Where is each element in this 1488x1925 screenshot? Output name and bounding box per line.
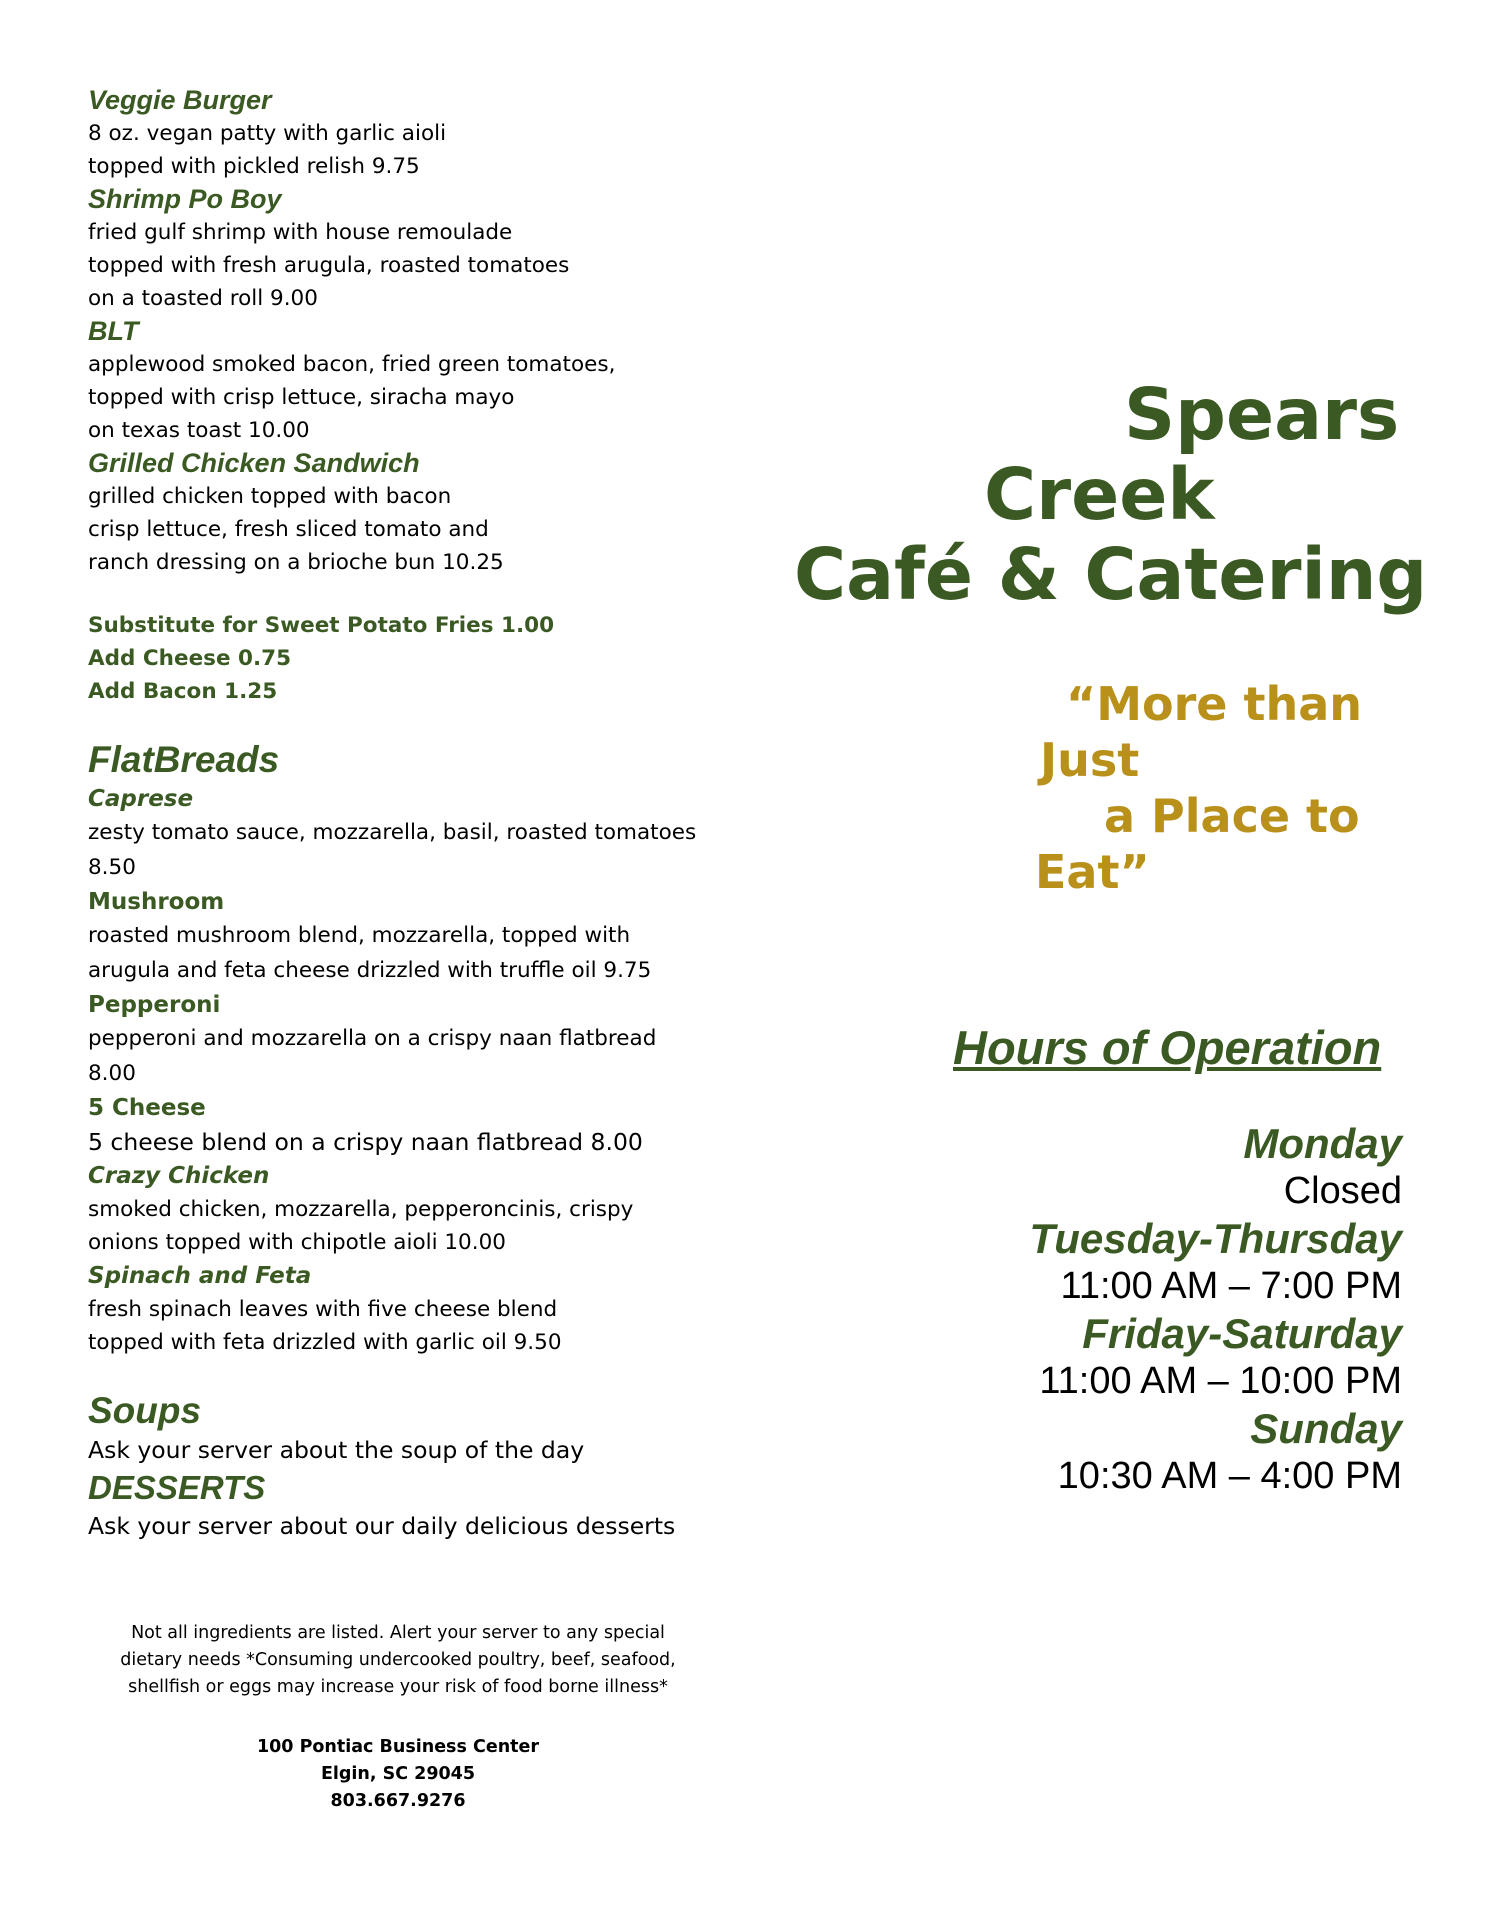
item-name: Crazy Chicken xyxy=(88,1163,270,1189)
hours-day: Tuesday-Thursday xyxy=(1029,1215,1402,1262)
flatbread-item xyxy=(88,988,728,1091)
flatbread-item xyxy=(88,885,728,988)
tagline-line: “More than xyxy=(1066,677,1363,731)
addon-item: Substitute for Sweet Potato Fries 1.00 xyxy=(88,613,555,638)
addon-item: Add Cheese 0.75 xyxy=(88,646,292,671)
desserts-description: Ask your server about our daily delicious desserts xyxy=(88,1512,676,1540)
item-description: 5 cheese blend on a crispy naan flatbread 8.00 xyxy=(88,1128,643,1156)
item-name: Spinach and Feta xyxy=(88,1263,312,1289)
item-description: 8 oz. vegan patty with garlic aioli topped with pickled relish 9.75 xyxy=(88,121,447,179)
sandwich-item xyxy=(88,84,728,183)
flatbread-item xyxy=(88,1259,728,1359)
hours-day: Monday xyxy=(1243,1120,1402,1167)
flatbread-item xyxy=(88,1159,728,1259)
sandwich-item xyxy=(88,183,728,315)
item-name: Shrimp Po Boy xyxy=(88,184,282,214)
hours-heading: Hours of Operation xyxy=(953,1021,1382,1074)
address-line: 100 Pontiac Business Center xyxy=(256,1737,540,1757)
item-name: Mushroom xyxy=(88,889,225,915)
sandwich-item xyxy=(88,447,728,579)
item-name: Veggie Burger xyxy=(88,85,272,115)
address-city: Elgin, SC 29045 xyxy=(320,1764,476,1784)
tagline-line: Just xyxy=(1040,733,1140,787)
desserts-heading: DESSERTS xyxy=(88,1469,266,1506)
item-description: grilled chicken topped with bacon crisp lettuce, fresh sliced tomato and ranch dressing on a brioche bun 10.25 xyxy=(88,484,504,575)
item-name: 5 Cheese xyxy=(88,1095,206,1121)
soups-description: Ask your server about the soup of the day xyxy=(88,1436,585,1464)
item-description: roasted mushroom blend, mozzarella, topped with arugula and feta cheese drizzled with truffle oil 9.75 xyxy=(88,923,652,983)
item-description: zesty tomato sauce, mozzarella, basil, roasted tomatoes 8.50 xyxy=(88,820,697,880)
restaurant-title-line: Creek xyxy=(984,453,1215,536)
item-name: Grilled Chicken Sandwich xyxy=(88,448,420,478)
flatbreads-heading: FlatBreads xyxy=(88,739,280,780)
addons-list xyxy=(88,609,728,708)
restaurant-title-line: Café & Catering xyxy=(794,533,1428,616)
item-description: fried gulf shrimp with house remoulade topped with fresh arugula, roasted tomatoes on a toasted roll 9.00 xyxy=(88,220,570,311)
hours-time: Closed xyxy=(1283,1170,1402,1212)
flatbread-item xyxy=(88,1091,728,1159)
item-description: fresh spinach leaves with five cheese blend topped with feta drizzled with garlic oil 9.50 xyxy=(88,1297,562,1355)
hours-day: Sunday xyxy=(1250,1405,1402,1452)
addon-item: Add Bacon 1.25 xyxy=(88,679,278,704)
menu-column xyxy=(88,84,728,1543)
disclaimer-text: Not all ingredients are listed. Alert your server to any special dietary needs *Consuming undercooked poultry, beef, seafood, shellfish or eggs may increase your risk of food borne illness* xyxy=(120,1623,676,1697)
address-block xyxy=(88,1734,708,1815)
item-name: Pepperoni xyxy=(88,992,221,1018)
phone-number: 803.667.9276 xyxy=(330,1791,466,1811)
restaurant-title-line: Spears xyxy=(1124,373,1400,456)
sandwich-item xyxy=(88,315,728,447)
hours-time: 11:00 AM – 7:00 PM xyxy=(1060,1265,1402,1307)
hours-time: 10:30 AM – 4:00 PM xyxy=(1057,1455,1402,1497)
tagline-line: a Place to xyxy=(1104,789,1360,843)
hours-time: 11:00 AM – 10:00 PM xyxy=(1039,1360,1402,1402)
hours-day: Friday-Saturday xyxy=(1082,1310,1402,1357)
item-description: smoked chicken, mozzarella, pepperoncinis, crispy onions topped with chipotle aioli 10.00 xyxy=(88,1197,634,1255)
item-name: Caprese xyxy=(88,786,194,812)
item-description: applewood smoked bacon, fried green tomatoes, topped with crisp lettuce, siracha mayo on texas toast 10.00 xyxy=(88,352,616,443)
hours-list xyxy=(1029,1120,1402,1500)
tagline-line: Eat” xyxy=(1035,845,1150,899)
item-description: pepperoni and mozzarella on a crispy naan flatbread 8.00 xyxy=(88,1026,657,1086)
item-name: BLT xyxy=(88,316,139,346)
flatbread-item xyxy=(88,782,728,885)
soups-heading: Soups xyxy=(88,1390,202,1431)
